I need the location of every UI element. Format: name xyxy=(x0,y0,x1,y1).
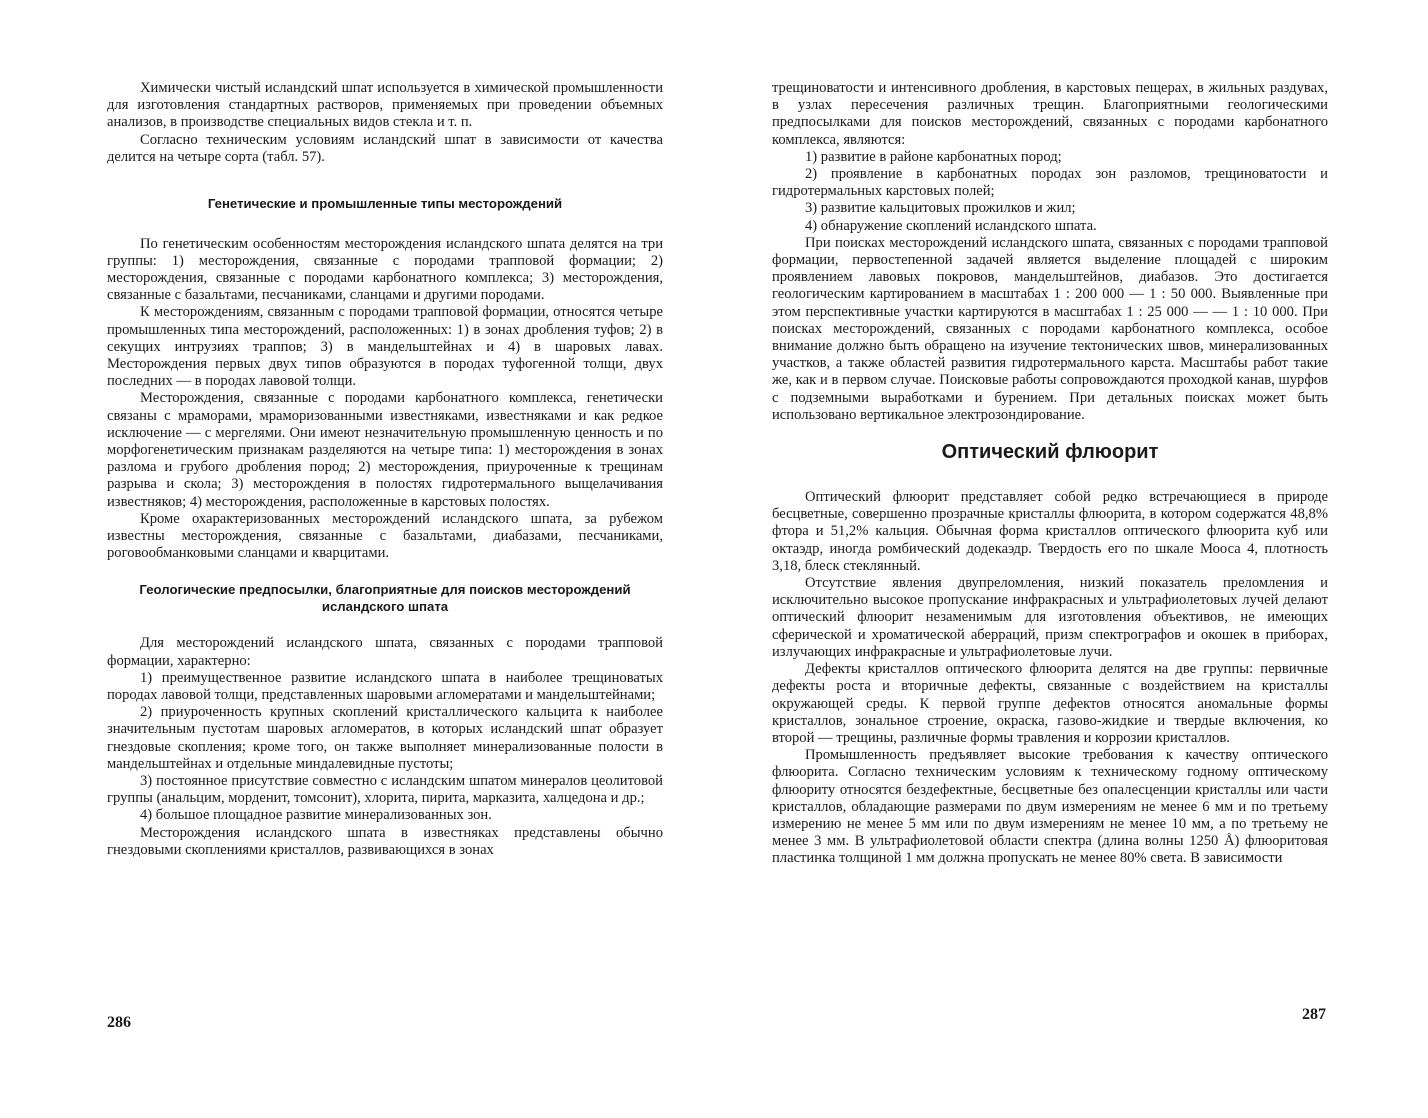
paragraph: Химически чистый исландский шпат используется в химической промышленности для изготовления стандартных растворов, применяемых при проведении объемных анализов, в производстве специальных видов стекла и т. п. xyxy=(107,80,663,131)
paragraph: Согласно техническим условиям исландский шпат в зависимости от качества делится на четыре сорта (табл. 57). xyxy=(107,131,663,165)
paragraph: Кроме охарактеризованных месторождений исландского шпата, за рубежом известны месторождения, связанные с базальтами, диабазами, песчаниками, роговообманковыми сланцами и кварцитами. xyxy=(107,510,663,562)
right-page xyxy=(772,80,1328,868)
paragraph: К месторождениям, связанным с породами трапповой формации, относятся четыре промышленных типа месторождений, расположенных: 1) в зонах дробления туфов; 2) в секущих интрузиях траппов; 3) в мандельштейнах и 4) в шаровых лавах. Месторождения первых двух типов образуются в породах туфогенной толщи, двух последних — в породах лавовой толщи. xyxy=(107,304,663,390)
paragraph: Промышленность предъявляет высокие требования к качеству оптического флюорита. Согласно техническим условиям к техническому годному оптическому флюориту относятся бездефектные, бесцветные без опалесценции кристаллы или части кристаллов, обладающие размерами по двум измерениям не менее 6 мм и по третьему измерению не менее 5 мм или по двум измерениям не менее 10 мм, а по третьему не менее 3 мм. В ультрафиолетовой области спектра (длина волны 1250 Å) флюоритовая пластинка толщиной 1 мм должна пропускать не менее 80% света. В зависимости xyxy=(772,747,1328,867)
paragraph: Отсутствие явления двупреломления, низкий показатель преломления и исключительно высокое пропускание инфракрасных и ультрафиолетовых лучей делают оптический флюорит незаменимым для изготовления объективов, не имеющих сферической и хроматической аберраций, призм спектрографов и окошек в приборах, излучающих инфракрасные и ультрафиолетовые лучи. xyxy=(772,575,1328,660)
paragraph: Месторождения исландского шпата в известняках представлены обычно гнездовыми скоплениями кристаллов, развивающихся в зонах xyxy=(107,824,663,858)
list-item: 2) проявление в карбонатных породах зон разломов, трещиноватости и гидротермальных карстовых полей; xyxy=(772,166,1328,200)
page-number: 287 xyxy=(1302,1006,1326,1023)
list-item: 4) большое площадное развитие минерализованных зон. xyxy=(140,807,492,824)
paragraph: Дефекты кристаллов оптического флюорита делятся на две группы: первичные дефекты роста и вторичные дефекты, связанные с воздействием на кристаллы окружающей среды. К первой группе дефектов относятся аномальные формы кристаллов, зональное строение, окраска, газово-жидкие и твердые включения, ко второй — трещины, различные формы травления и коррозии кристаллов. xyxy=(772,661,1328,746)
paragraph: трещиноватости и интенсивного дробления, в карстовых пещерах, в жильных раздувах, в узлах пересечения различных трещин. Благоприятными геологическими предпосылками для поисков месторождений, связанных с породами карбонатного комплекса, являются: xyxy=(772,80,1328,148)
paragraph: При поисках месторождений исландского шпата, связанных с породами трапповой формации, первостепенной задачей является выделение площадей с широким проявлением лавовых покровов, мандельштейнов, диабазов. Это достигается геологическим картированием в масштабах 1 : 200 000 — 1 : 50 000. Выявленные при этом перспективные участки картируются в масштабах 1 : 25 000 — — 1 : 10 000. При поисках месторождений, связанных с породами карбонатного комплекса, особое внимание должно быть обращено на изучение тектонических швов, минерализованных участков, а также областей развития гидротермального карста. Масштабы работ такие же, как и в первом случае. Поисковые работы сопровождаются проходкой канав, шурфов с подземными выработками и бурением. При детальных поисках может быть использовано вертикальное электрозондирование. xyxy=(772,234,1328,423)
list-item: 2) приуроченность крупных скоплений кристаллического кальцита к наиболее значительным пустотам шаровых агломератов, в которых исландский шпат образует гнездовые скопления; кроме того, он также выполняет минерализованные полости в мандельштейнах и отдельные миндалевидные пустоты; xyxy=(107,704,663,772)
list-item: 1) развитие в районе карбонатных пород; xyxy=(805,148,1062,165)
paragraph: Месторождения, связанные с породами карбонатного комплекса, генетически связаны с мраморами, мраморизованными известняками, известняками и как редкое исключение — с мергелями. Они имеют незначительную промышленную ценность и по морфогенетическим признакам разделяются на четыре типа: 1) месторождения в зонах разлома и грубого дробления пород; 2) месторождения, приуроченные к трещинам разрыва и скола; 3) месторождения в полостях гидротермального выщелачивания известняков; 4) месторождения, расположенные в карстовых полостях. xyxy=(107,390,663,510)
paragraph: Для месторождений исландского шпата, связанных с породами трапповой формации, характерно: xyxy=(107,635,663,669)
section-heading: Генетические и промышленные типы месторождений xyxy=(207,196,563,212)
page-number: 286 xyxy=(107,1014,131,1031)
list-item: 1) преимущественное развитие исландского шпата в наиболее трещиноватых породах лавовой толщи, представленных шаровыми агломератами и мандельштейнами; xyxy=(107,669,663,703)
list-item: 4) обнаружение скоплений исландского шпата. xyxy=(805,217,1097,234)
list-item: 3) постоянное присутствие совместно с исландским шпатом минералов цеолитовой группы (анальцим, морденит, томсонит), хлорита, пирита, марказита, халцедона и др.; xyxy=(107,773,663,807)
left-page xyxy=(107,80,663,859)
section-heading: Геологические предпосылки, благоприятные для поисков месторождений исландского шпата xyxy=(139,582,631,614)
paragraph: По генетическим особенностям месторождения исландского шпата делятся на три группы: 1) месторождения, связанные с породами трапповой формации; 2) месторождения, связанные с породами карбонатного комплекса; 3) месторождения, связанные с базальтами, песчаниками, сланцами и другими породами. xyxy=(107,235,663,304)
paragraph: Оптический флюорит представляет собой редко встречающиеся в природе бесцветные, совершенно прозрачные кристаллы флюорита, в котором содержатся 48,8% фтора и 51,2% кальция. Обычная форма кристаллов оптического флюорита куб или октаэдр, иногда ромбический додекаэдр. Твердость его по шкале Мооса 4, плотность 3,18, блеск стеклянный. xyxy=(772,489,1328,574)
chapter-title: Оптический флюорит xyxy=(941,441,1159,464)
list-item: 3) развитие кальцитовых прожилков и жил; xyxy=(805,200,1076,217)
